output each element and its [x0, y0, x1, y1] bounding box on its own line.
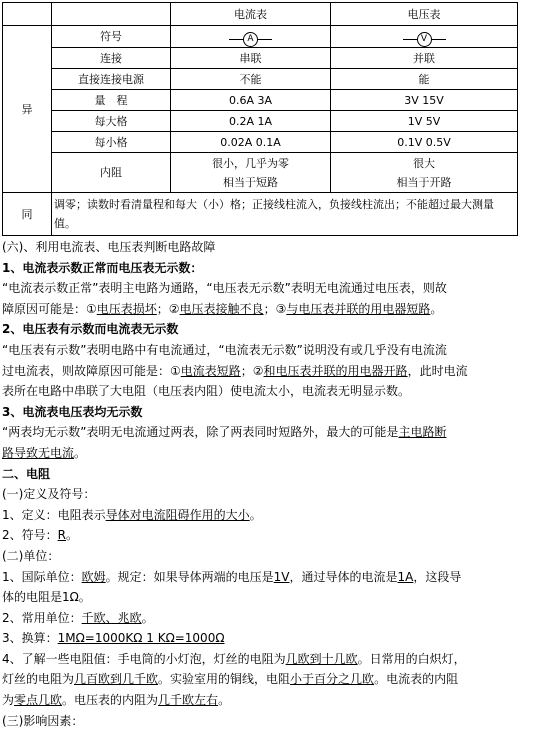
- subsection-title: (三)影响因素：: [2, 713, 84, 728]
- heading: 3、电流表电压表均无示数: [2, 404, 143, 419]
- row-label-symbol: 符号: [52, 26, 171, 48]
- paragraph-line: 灯丝的电阻为几百欧到几千欧。实验室用的铜线，电阻小于百分之几欧。电流表的内阻: [2, 672, 459, 687]
- meter-comparison-table: [2, 2, 518, 236]
- header-voltmeter: 电压表: [331, 3, 518, 26]
- section-title: 二、电阻: [2, 466, 51, 481]
- table-row: 直接连接电源 不能 能: [3, 69, 518, 90]
- paragraph-line: “电压表有示数”表明电路中有电流通过，“电流表无示数”说明没有或几乎没有电流流: [2, 342, 447, 357]
- subsection-title: (一)定义及符号：: [2, 487, 96, 502]
- table-row: 量 程 0.6A 3A 3V 15V: [3, 90, 518, 111]
- table-corner-cell: [3, 3, 52, 26]
- paragraph-line: 2、常用单位：千欧、兆欧。: [2, 610, 154, 625]
- paragraph-line: “两表均无示数”表明无电流通过两表，除了两表同时短路外，最大的可能是主电路断: [2, 425, 447, 440]
- ammeter-symbol-icon: A: [229, 32, 272, 47]
- paragraph-line: 路导致无电流。: [2, 445, 87, 460]
- paragraph-line: 2、符号：R。: [2, 528, 78, 543]
- table-row: [3, 193, 518, 236]
- same-label: 同: [3, 193, 52, 236]
- same-text: 调零；读数时看清量程和每大（小）格；正接线柱流入，负接线柱流出；不能超过最大测量值。: [52, 193, 518, 236]
- paragraph-line: 1、定义：电阻表示导体对电流阻碍作用的大小。: [2, 507, 262, 522]
- paragraph-line: 为零点几欧。电压表的内阻为几千欧左右。: [2, 693, 231, 708]
- section-title: (六)、利用电流表、电压表判断电路故障: [2, 240, 216, 254]
- paragraph-line: “电流表示数正常”表明主电路为通路，“电压表无示数”表明无电流通过电压表，则故: [2, 281, 447, 296]
- paragraph-line: 表所在电路中串联了大电阻（电压表内阻）使电流太小，电流表无明显示数。: [2, 384, 411, 399]
- voltmeter-symbol-icon: V: [403, 32, 446, 47]
- heading: 2、电压表有示数而电流表无示数: [2, 322, 179, 337]
- paragraph-line: 过电流表，则故障原因可能是：①电流表短路；②和电压表并联的用电器开路，此时电流: [2, 363, 468, 378]
- paragraph-line: 障原因可能是：①电压表损坏；②电压表接触不良；③与电压表并联的用电器短路。: [2, 301, 443, 316]
- paragraph-line: 4、了解一些电阻值：手电筒的小灯泡，灯丝的电阻为几欧到十几欧。日常用的白炽灯，: [2, 651, 466, 666]
- table-row: 每大格 0.2A 1A 1V 5V: [3, 111, 518, 132]
- body-text: [2, 237, 537, 731]
- table-row: [3, 26, 518, 48]
- paragraph-line: 体的电阻是1Ω。: [2, 590, 91, 605]
- subsection-title: (二)单位：: [2, 548, 60, 563]
- paragraph-line: 3、换算：1MΩ=1000KΩ 1 KΩ=1000Ω: [2, 631, 225, 646]
- table-row: 连接 串联 并联: [3, 48, 518, 69]
- table-header-row: [3, 3, 518, 26]
- diff-label: 异: [3, 26, 52, 193]
- header-ammeter: 电流表: [171, 3, 331, 26]
- table-row: 内阻 很小，几乎为零 相当于短路 很大 相当于开路: [3, 153, 518, 193]
- table-row: 每小格 0.02A 0.1A 0.1V 0.5V: [3, 132, 518, 153]
- paragraph-line: 1、国际单位：欧姆。规定：如果导体两端的电压是1V，通过导体的电流是1A，这段导: [2, 569, 462, 584]
- heading: 1、电流表示数正常而电压表无示数：: [2, 260, 203, 275]
